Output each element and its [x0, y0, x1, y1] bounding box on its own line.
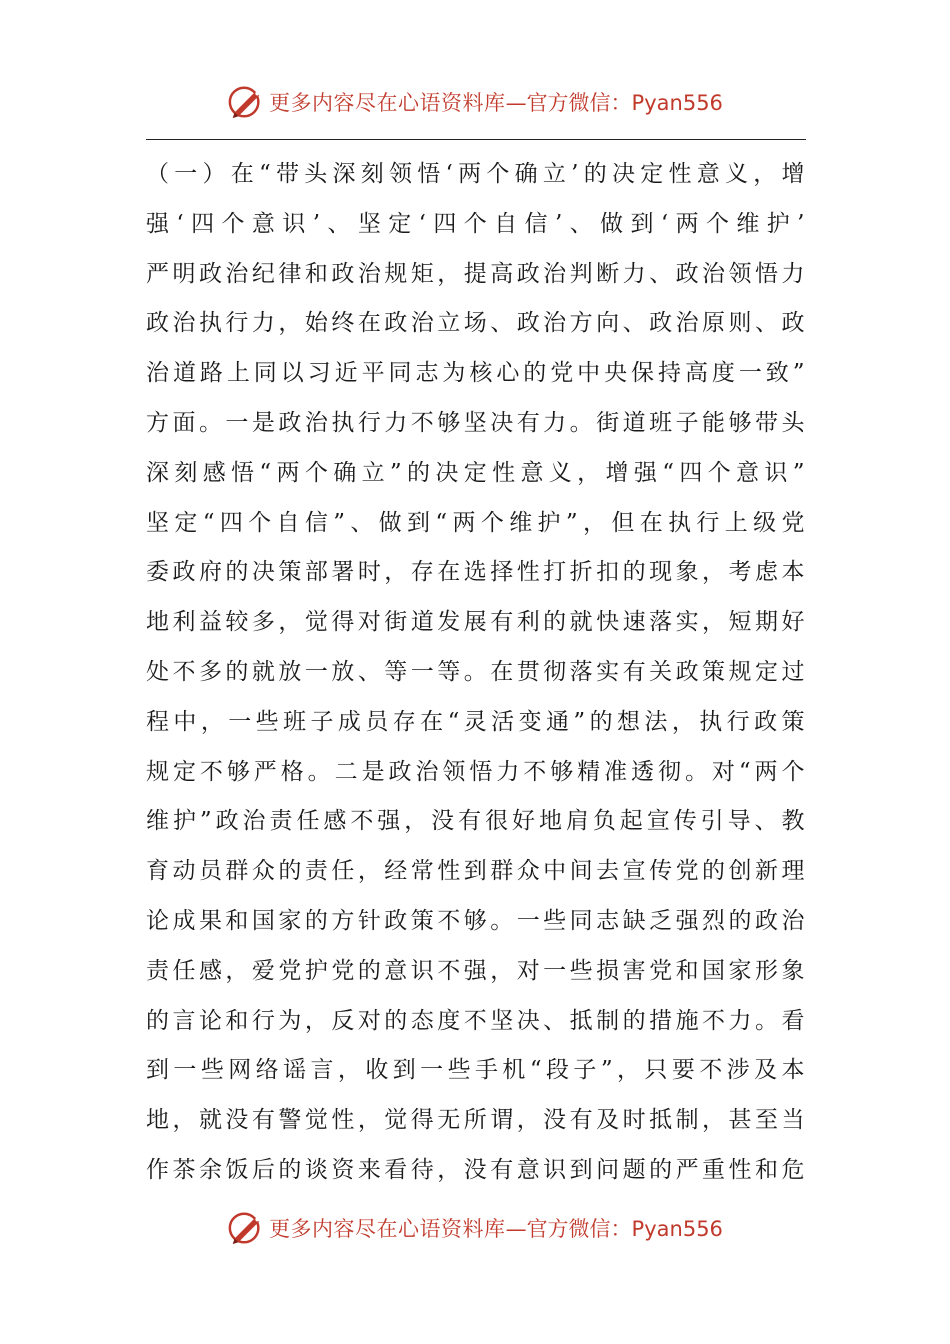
body-line: 的言论和行为，反对的态度不坚决、抵制的措施不力。看 [146, 1007, 806, 1034]
footer-slogan: 更多内容尽在心语资料库 [269, 1217, 506, 1241]
body-line: 地，就没有警觉性，觉得无所谓，没有及时抵制，甚至当 [146, 1107, 806, 1134]
body-line: 到一些网络谣言，收到一些手机“段子”，只要不涉及本 [146, 1057, 806, 1084]
header-banner [0, 82, 950, 122]
body-line: 方面。一是政治执行力不够坚决有力。街道班子能够带头 [146, 409, 806, 436]
body-line: 处不多的就放一放、等一等。在贯彻落实有关政策规定过 [146, 658, 806, 685]
footer-contact: —官方微信：Pyan556 [505, 1217, 723, 1241]
header-contact: —官方微信：Pyan556 [505, 91, 723, 115]
body-line: 政治执行力，始终在政治立场、政治方向、政治原则、政 [146, 310, 806, 337]
body-line: 规定不够严格。二是政治领悟力不够精准透彻。对“两个 [146, 758, 806, 785]
body-line: 委政府的决策部署时，存在选择性打折扣的现象，考虑本 [146, 559, 806, 586]
body-line: 程中，一些班子成员存在“灵活变通”的想法，执行政策 [146, 708, 806, 735]
body-line: 论成果和国家的方针政策不够。一些同志缺乏强烈的政治 [146, 907, 806, 934]
footer-banner [0, 1208, 950, 1248]
body-line: 严明政治纪律和政治规矩，提高政治判断力、政治领悟力 [146, 260, 806, 287]
body-line: 强‘四个意识’、坚定‘四个自信’、做到‘两个维护’ [146, 210, 806, 237]
body-line: 地利益较多，觉得对街道发展有利的就快速落实，短期好 [146, 609, 806, 636]
body-line: 责任感，爱党护党的意识不强，对一些损害党和国家形象 [146, 957, 806, 984]
body-line: 坚定“四个自信”、做到“两个维护”，但在执行上级党 [146, 509, 806, 536]
body-line: 维护”政治责任感不强，没有很好地肩负起宣传引导、教 [146, 808, 806, 835]
pen-circle-logo-icon [227, 1209, 265, 1247]
header-rule [146, 139, 806, 140]
pen-circle-logo-icon [227, 83, 265, 121]
header-slogan: 更多内容尽在心语资料库 [269, 91, 506, 115]
document-body [146, 150, 806, 1196]
body-line: 深刻感悟“两个确立”的决定性意义，增强“四个意识” [146, 459, 806, 486]
body-line: （一）在“带头深刻领悟‘两个确立’的决定性意义，增 [146, 161, 806, 187]
body-line: 治道路上同以习近平同志为核心的党中央保持高度一致” [146, 360, 806, 387]
body-line: 作茶余饭后的谈资来看待，没有意识到问题的严重性和危 [146, 1156, 806, 1183]
body-line: 育动员群众的责任，经常性到群众中间去宣传党的创新理 [146, 858, 806, 885]
